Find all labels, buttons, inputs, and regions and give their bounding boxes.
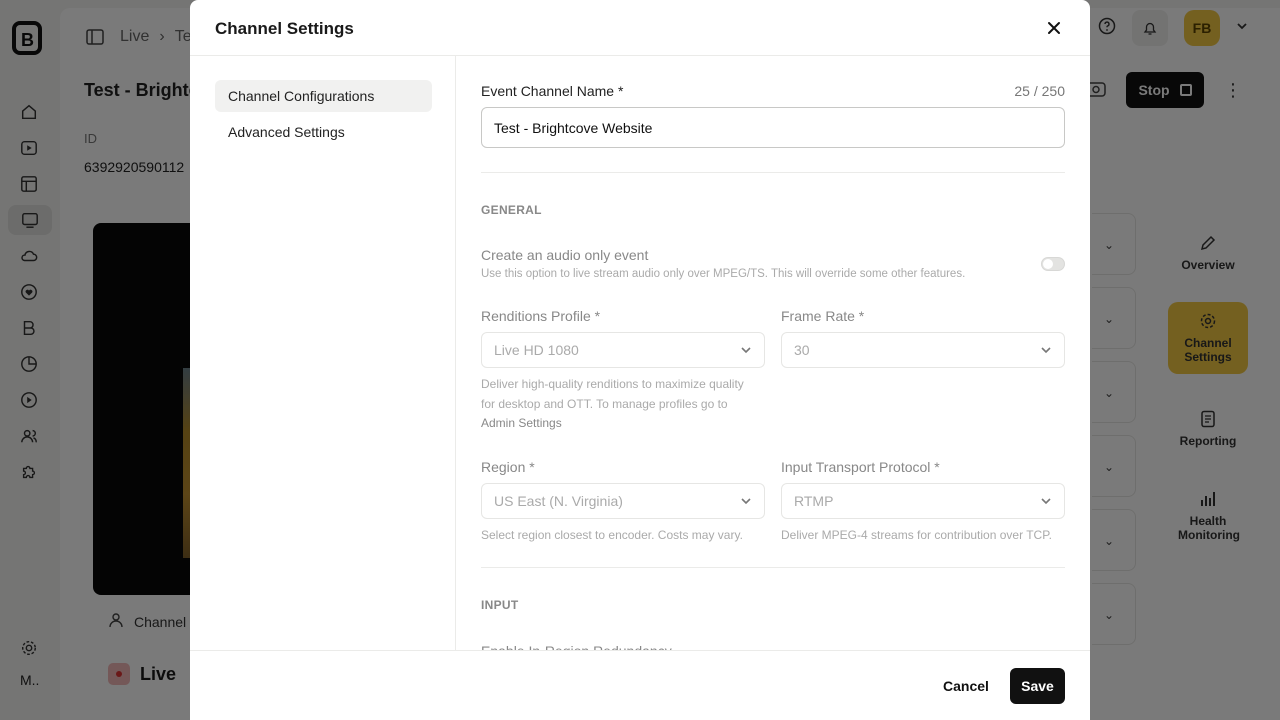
chevron-down-icon xyxy=(740,344,752,356)
save-button[interactable]: Save xyxy=(1010,668,1065,704)
side-nav-channel-configurations[interactable]: Channel Configurations xyxy=(215,80,432,112)
audio-only-description: Use this option to live stream audio only over MPEG/TS. This will override some other features. xyxy=(481,268,966,280)
renditions-value: Live HD 1080 xyxy=(494,342,579,358)
event-name-input[interactable] xyxy=(481,107,1065,148)
divider xyxy=(481,567,1065,568)
divider xyxy=(481,172,1065,173)
frame-rate-label: Frame Rate * xyxy=(781,308,865,324)
region-help: Select region closest to encoder. Costs may vary. xyxy=(481,528,743,542)
modal-header xyxy=(190,0,1090,56)
renditions-select[interactable] xyxy=(481,332,765,368)
audio-only-toggle[interactable] xyxy=(1041,257,1065,271)
modal-body xyxy=(457,56,1090,650)
chevron-down-icon xyxy=(740,495,752,507)
modal-side-nav xyxy=(190,56,456,650)
side-nav-advanced-settings[interactable]: Advanced Settings xyxy=(228,124,345,140)
audio-only-title: Create an audio only event xyxy=(481,247,649,263)
frame-rate-select[interactable] xyxy=(781,332,1065,368)
renditions-label: Renditions Profile * xyxy=(481,308,601,324)
renditions-help: Deliver high-quality renditions to maximize quality for desktop and OTT. To manage profiles go to Admin Settings xyxy=(481,375,744,434)
cancel-button[interactable]: Cancel xyxy=(930,668,1002,704)
input-heading: INPUT xyxy=(481,598,519,612)
protocol-value: RTMP xyxy=(794,493,834,509)
chevron-down-icon xyxy=(1040,344,1052,356)
protocol-select[interactable] xyxy=(781,483,1065,519)
protocol-label: Input Transport Protocol * xyxy=(781,459,940,475)
protocol-help: Deliver MPEG-4 streams for contribution over TCP. xyxy=(781,528,1052,542)
general-heading: GENERAL xyxy=(481,203,542,217)
channel-settings-modal xyxy=(190,0,1090,720)
frame-rate-value: 30 xyxy=(794,342,810,358)
region-label: Region * xyxy=(481,459,535,475)
event-name-counter: 25 / 250 xyxy=(1014,83,1065,99)
modal-title: Channel Settings xyxy=(215,19,354,38)
event-name-label: Event Channel Name * xyxy=(481,83,624,99)
region-select[interactable] xyxy=(481,483,765,519)
modal-footer xyxy=(190,650,1090,720)
close-icon[interactable] xyxy=(1042,16,1066,40)
admin-settings-link[interactable]: Admin Settings xyxy=(481,416,562,430)
chevron-down-icon xyxy=(1040,495,1052,507)
region-value: US East (N. Virginia) xyxy=(494,493,623,509)
